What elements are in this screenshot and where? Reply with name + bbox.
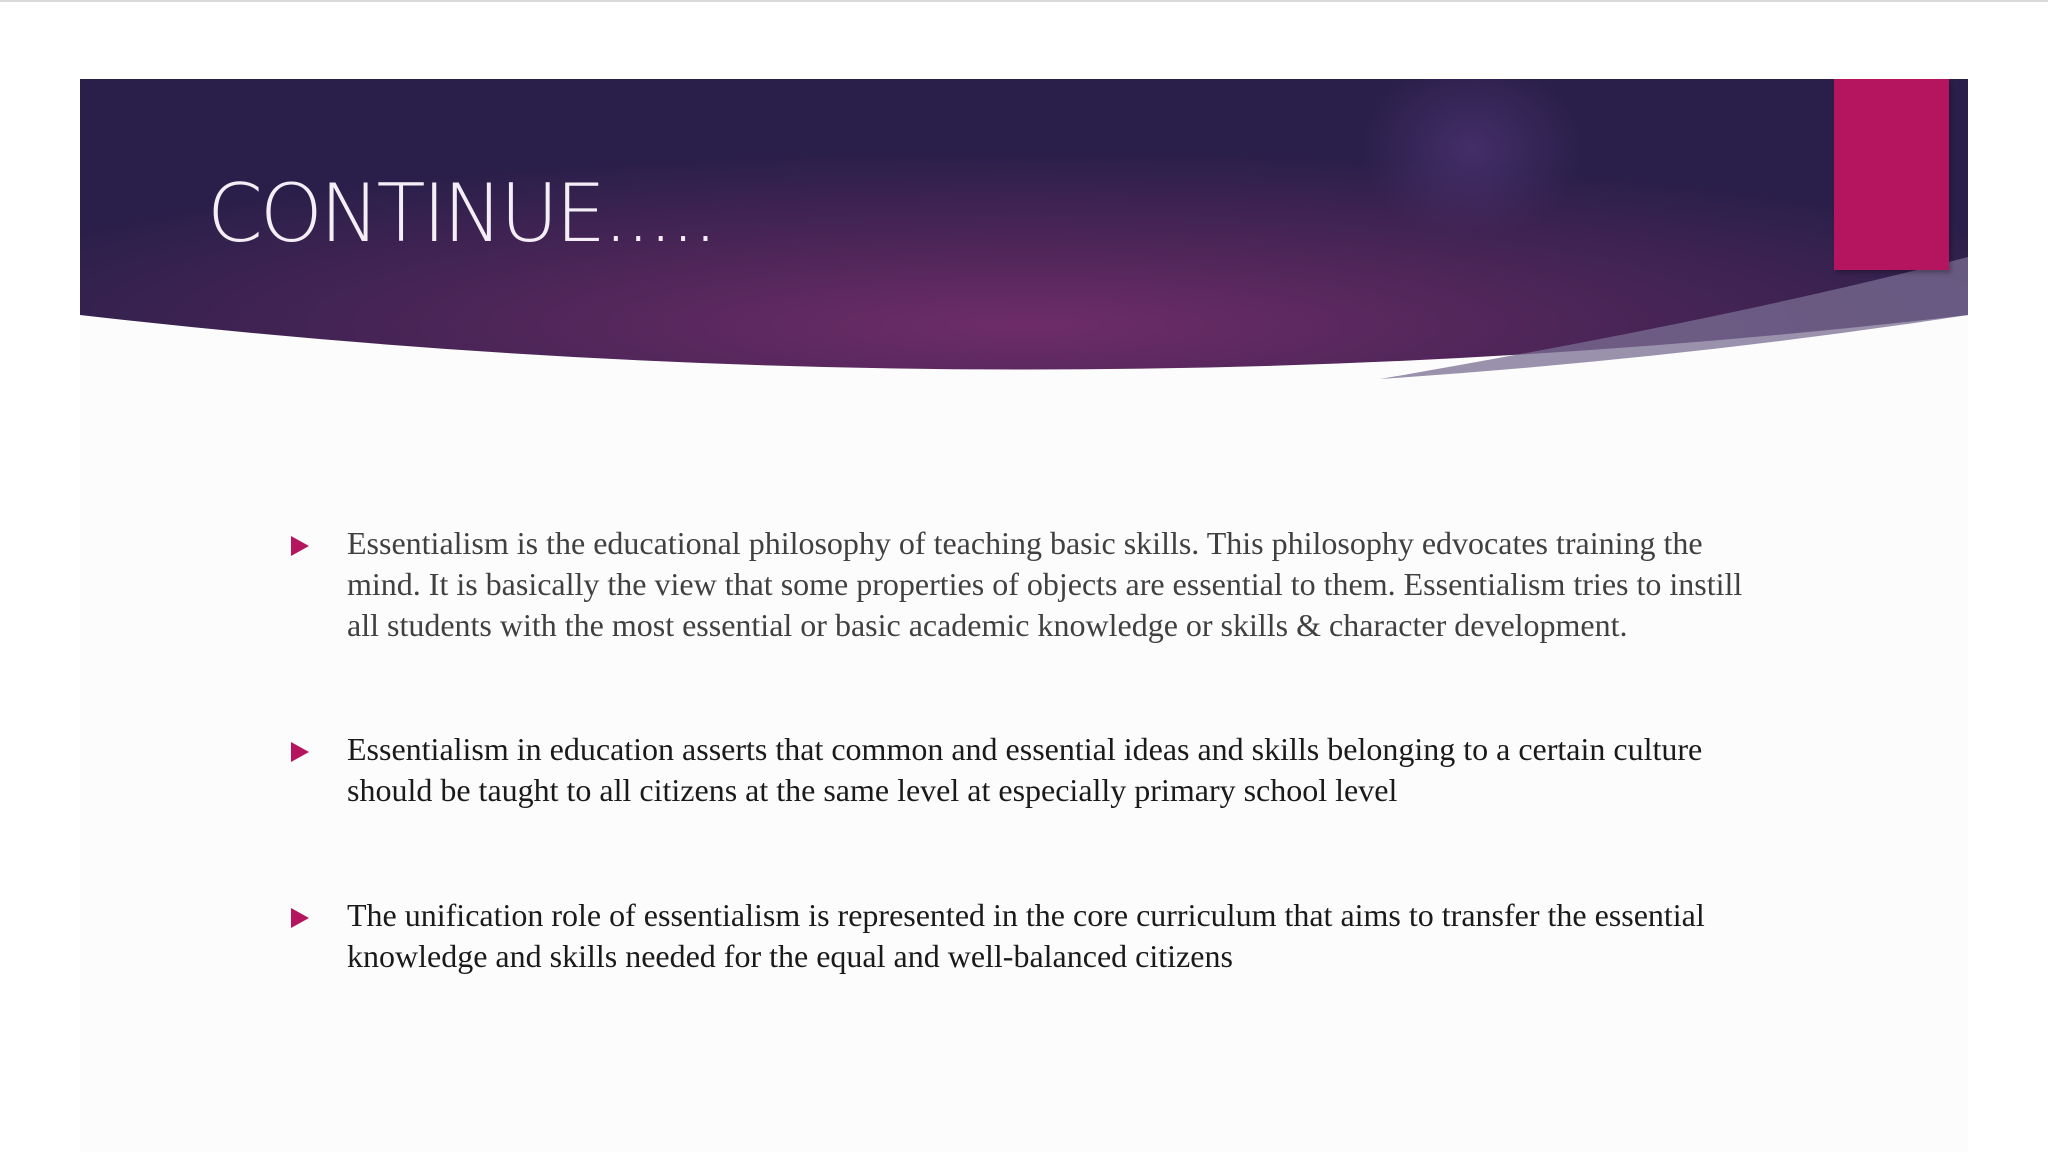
triangle-right-icon — [291, 908, 309, 928]
triangle-right-icon — [291, 742, 309, 762]
slide-title: CONTINUE..... — [207, 167, 716, 260]
bullet-item — [286, 523, 1746, 646]
bullet-text: Essentialism in education asserts that common and essential ideas and skills belonging to a certain culture should be taught to all citizens at the same level at especially primary school level — [347, 731, 1703, 808]
accent-tab — [1834, 79, 1949, 270]
bullet-text: Essentialism is the educational philosophy of teaching basic skills. This philosophy edvocates training the mind. It is basically the view that some properties of objects are essential to them. Essentialism tries to instill all students with the most essential or basic academic knowledge or skills & character development. — [347, 525, 1743, 643]
bullet-item — [286, 729, 1746, 811]
presentation-slide — [80, 79, 1968, 1152]
bullet-item — [286, 895, 1746, 977]
bullet-list — [286, 523, 1746, 977]
window-top-border — [0, 0, 2048, 2]
bullet-text: The unification role of essentialism is represented in the core curriculum that aims to transfer the essential knowledge and skills needed for the equal and well-balanced citizens — [347, 897, 1705, 974]
triangle-right-icon — [291, 536, 309, 556]
